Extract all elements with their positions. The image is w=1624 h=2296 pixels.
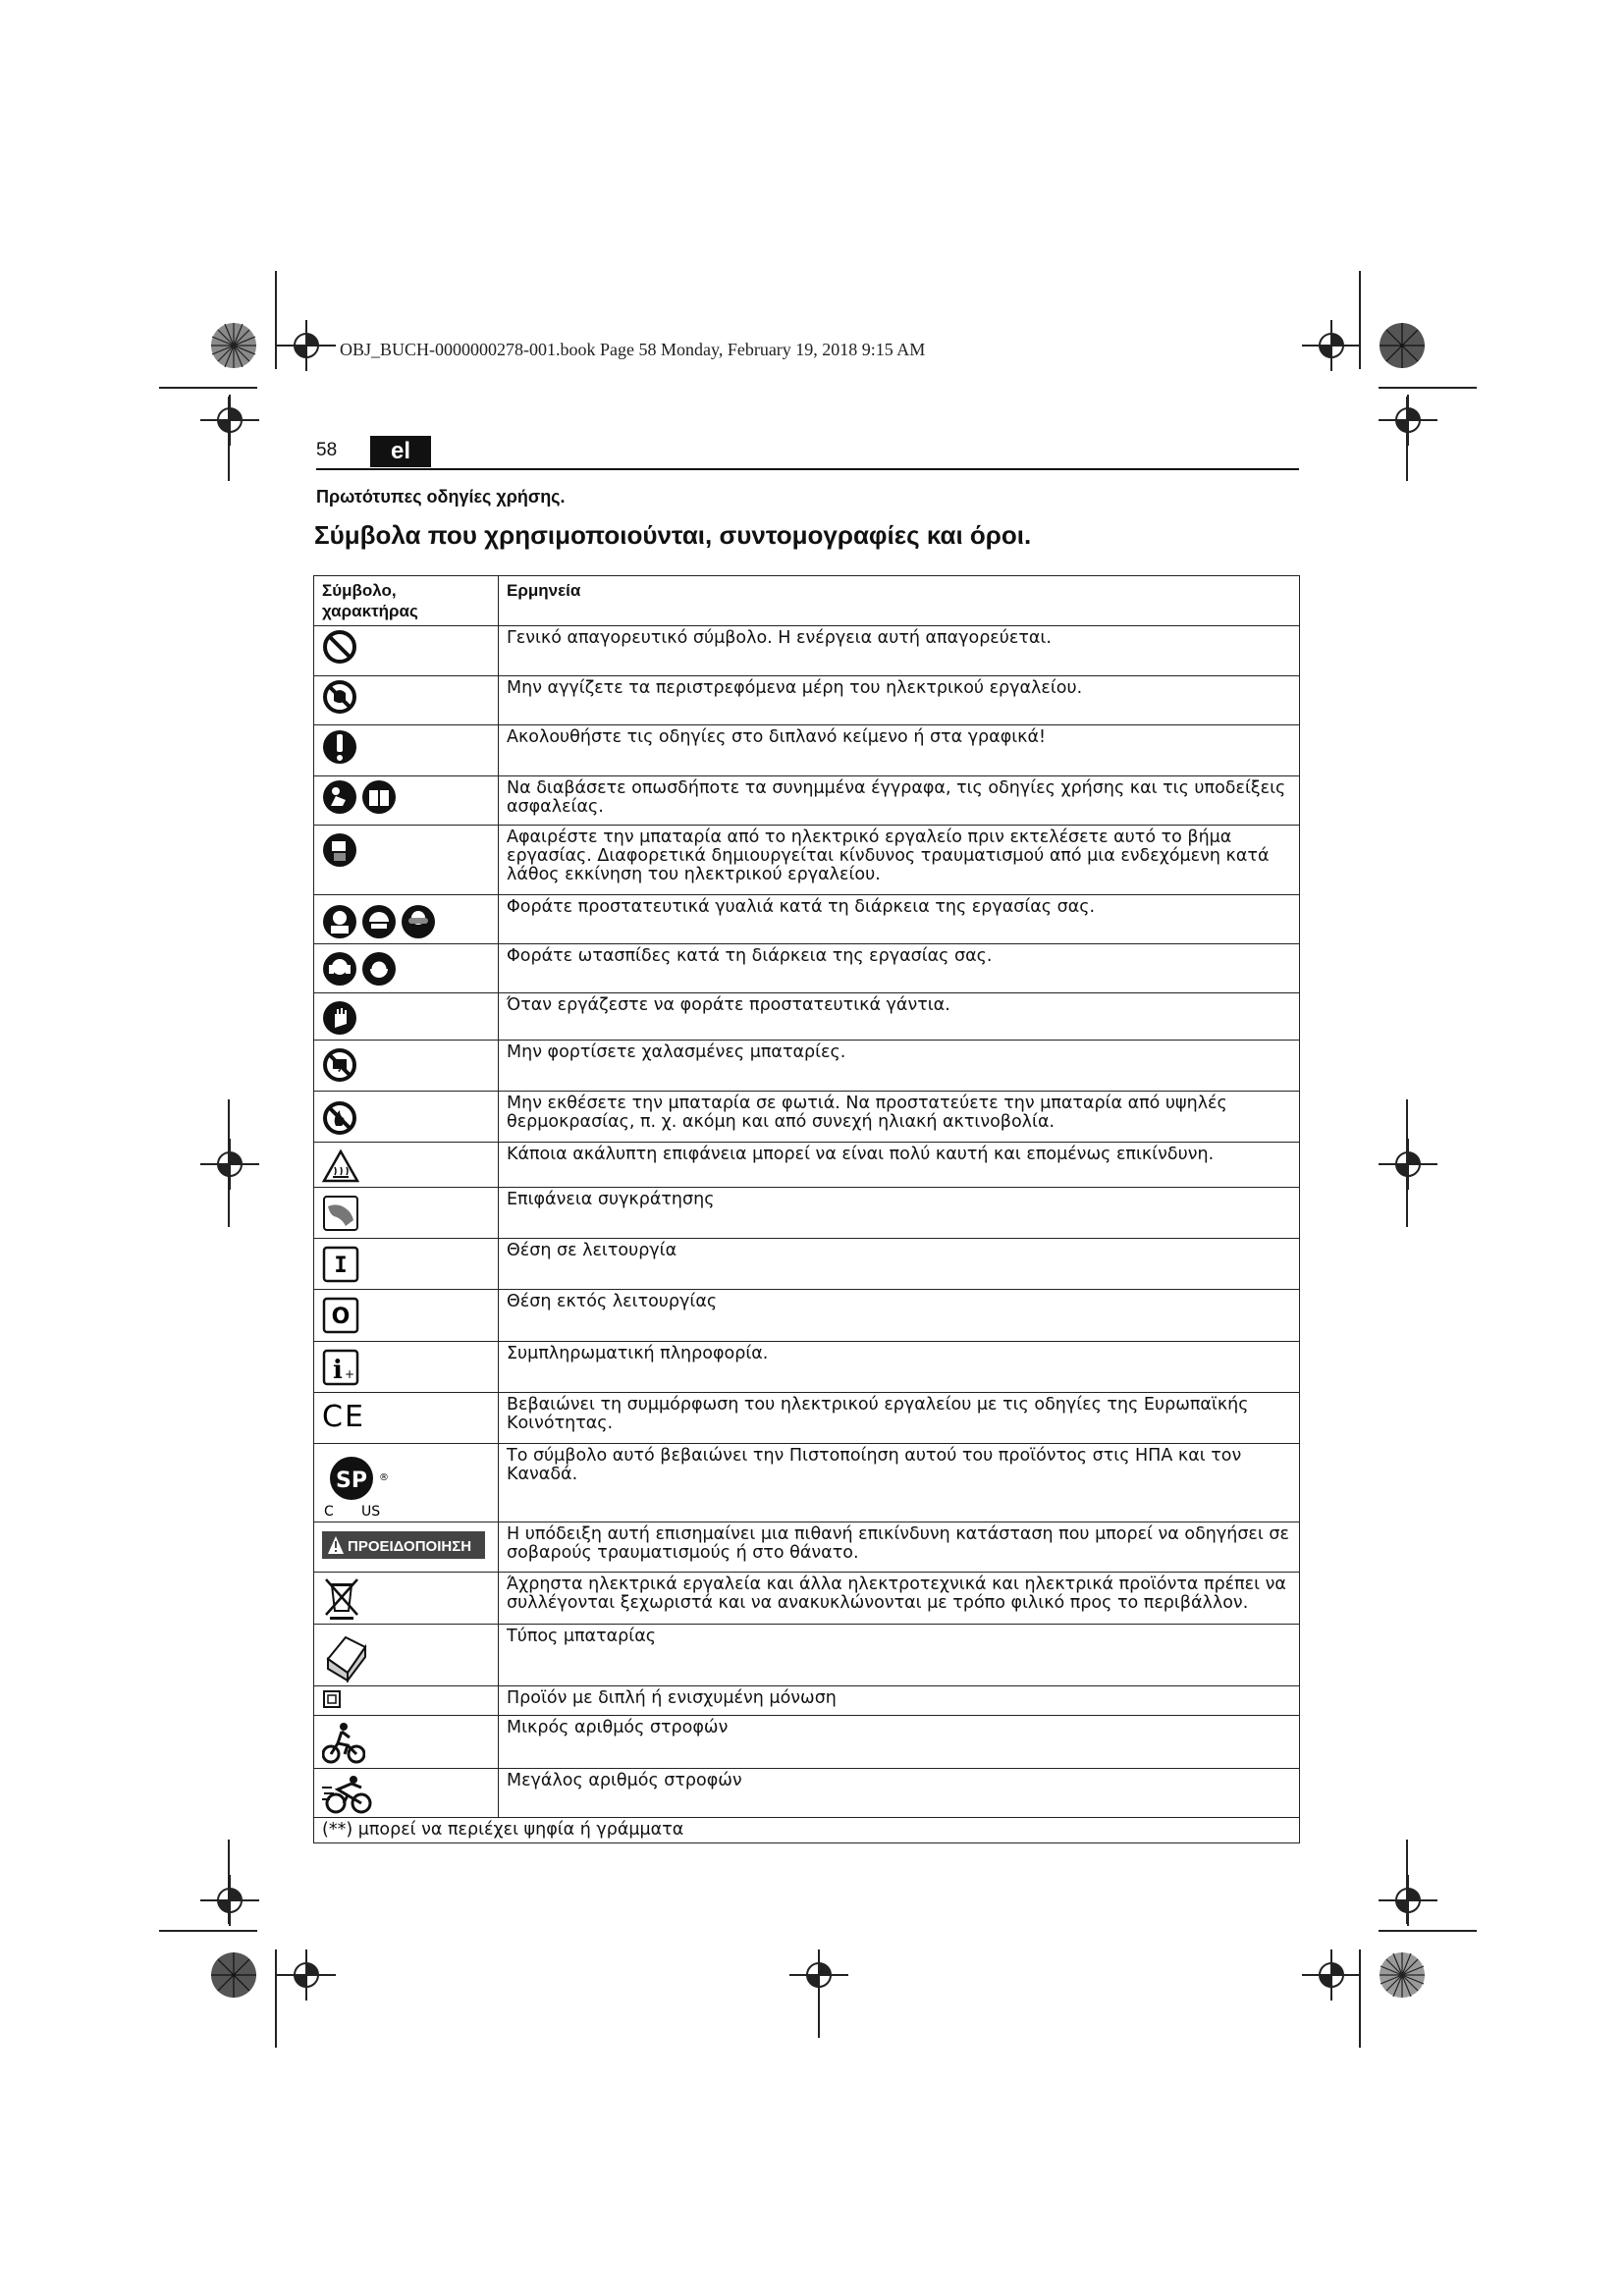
document-subtitle: Πρωτότυπες οδηγίες χρήσης. (316, 487, 566, 507)
svg-text:CE: CE (322, 1400, 365, 1431)
crosshair-mark-icon (1302, 320, 1361, 371)
symbol-cell (314, 1716, 499, 1769)
protective-gloves-icon (322, 1000, 357, 1036)
ear-defenders-icon (361, 951, 397, 987)
meaning-cell: Το σύμβολο αυτό βεβαιώνει την Πιστοποίηση αυτού του προϊόντος στις ΗΠΑ και τον Καναδά. (499, 1444, 1300, 1522)
crop-line (228, 397, 230, 481)
header-rule (316, 468, 1299, 470)
language-badge: el (370, 436, 431, 467)
crop-line (275, 1949, 277, 2048)
symbol-cell (314, 626, 499, 676)
meaning-cell: Προϊόν με διπλή ή ενισχυμένη μόνωση (499, 1686, 1300, 1716)
symbol-cell (314, 1342, 499, 1393)
double-insulation-icon (322, 1689, 342, 1709)
symbol-cell (314, 725, 499, 776)
crosshair-mark-icon (200, 395, 259, 446)
svg-text:i: i (333, 1356, 343, 1385)
meaning-cell: Η υπόδειξη αυτή επισημαίνει μια πιθανή επικίνδυνη κατάσταση που μπορεί να οδηγήσει σε σοβαρούς τραυματισμούς ή στο θάνατο. (499, 1522, 1300, 1573)
table-row (314, 1769, 1300, 1818)
table-row (314, 895, 1300, 944)
meaning-cell: Γενικό απαγορευτικό σύμβολο. Η ενέργεια αυτή απαγορεύεται. (499, 626, 1300, 676)
grip-surface-icon (322, 1195, 359, 1232)
meaning-cell: Φοράτε ωτασπίδες κατά τη διάρκεια της εργασίας σας. (499, 944, 1300, 993)
ce-mark-icon (322, 1400, 365, 1431)
table-row (314, 1716, 1300, 1769)
symbol-cell (314, 1769, 499, 1818)
table-row (314, 776, 1300, 826)
helmet-goggles-icon (361, 904, 397, 939)
info-icon (322, 1349, 359, 1386)
symbol-cell (314, 1041, 499, 1092)
battery-fire-heat-icon (322, 1100, 357, 1136)
print-header: OBJ_BUCH-0000000278-001.book Page 58 Monday, February 19, 2018 9:15 AM (340, 340, 926, 359)
do-not-touch-rotating-parts-icon (322, 679, 357, 715)
ear-protection-icon (322, 951, 357, 987)
svg-text:US: US (361, 1504, 381, 1520)
svg-text:®: ® (379, 1472, 389, 1483)
weee-crossed-bin-icon (322, 1575, 361, 1621)
crop-line (1406, 1840, 1408, 1924)
table-row (314, 676, 1300, 725)
symbol-cell (314, 1686, 499, 1716)
meaning-cell: Να διαβάσετε οπωσδήποτε τα συνημμένα έγγραφα, τις οδηγίες χρήσης και τις υποδείξεις ασφαλείας. (499, 776, 1300, 826)
crop-line (228, 1099, 230, 1227)
power-on-icon (322, 1246, 359, 1283)
crop-line (1379, 1930, 1477, 1932)
symbols-table (313, 575, 1300, 1843)
svg-text:I: I (334, 1254, 348, 1278)
crosshair-mark-icon (277, 320, 336, 371)
safety-goggles-icon (401, 904, 436, 939)
table-row (314, 626, 1300, 676)
table-footnote: (**) μπορεί να περιέχει ψηφία ή γράμματα (314, 1818, 1300, 1843)
table-row (314, 1290, 1300, 1342)
crosshair-mark-icon (1379, 1875, 1437, 1926)
meaning-cell: Θέση σε λειτουργία (499, 1239, 1300, 1290)
meaning-cell: Μικρός αριθμός στροφών (499, 1716, 1300, 1769)
remove-battery-icon (322, 832, 357, 868)
meaning-cell: Τύπος μπαταρίας (499, 1625, 1300, 1686)
crop-line (159, 387, 257, 389)
svg-text:SP: SP (336, 1468, 367, 1493)
section-title: Σύμβολα που χρησιμοποιούνται, συντομογραφίες και όροι. (314, 520, 1032, 550)
crop-line (1406, 1099, 1408, 1227)
crosshair-mark-icon (200, 1139, 259, 1190)
table-row (314, 1188, 1300, 1239)
symbol-cell (314, 1143, 499, 1188)
symbol-cell (314, 1239, 499, 1290)
footnote-row (314, 1818, 1300, 1843)
crosshair-mark-icon (200, 1875, 259, 1926)
crosshair-mark-icon (1302, 1949, 1361, 2001)
crop-line (159, 1930, 257, 1932)
meaning-cell: Μην αγγίζετε τα περιστρεφόμενα μέρη του ηλεκτρικού εργαλείου. (499, 676, 1300, 725)
table-row (314, 1092, 1300, 1143)
crosshair-mark-icon (277, 1949, 336, 2001)
crosshair-mark-icon (1379, 1139, 1437, 1190)
table-row (314, 826, 1300, 895)
registration-rosette-icon (1379, 322, 1426, 369)
hot-surface-warning-icon (322, 1149, 359, 1183)
table-row (314, 1573, 1300, 1625)
header-meaning: Ερμηνεία (499, 576, 1300, 626)
meaning-cell: Επιφάνεια συγκράτησης (499, 1188, 1300, 1239)
face-shield-icon (322, 904, 357, 939)
warning-label-icon (322, 1531, 485, 1559)
exclamation-mandatory-icon (322, 728, 357, 766)
symbol-cell (314, 1444, 499, 1522)
symbol-cell (314, 895, 499, 944)
table-row (314, 993, 1300, 1041)
symbol-cell (314, 1522, 499, 1573)
crop-line (1379, 387, 1477, 389)
symbol-cell (314, 1092, 499, 1143)
page-number: 58 (316, 440, 338, 460)
crosshair-mark-icon (1379, 395, 1437, 446)
svg-text:ΠΡΟΕΙΔΟΠΟΙΗΣΗ: ΠΡΟΕΙΔΟΠΟΙΗΣΗ (348, 1538, 472, 1555)
meaning-cell: Μην φορτίσετε χαλασμένες μπαταρίες. (499, 1041, 1300, 1092)
svg-text:O: O (331, 1305, 351, 1329)
crop-line (818, 1989, 820, 2038)
table-row (314, 1686, 1300, 1716)
symbol-cell (314, 1290, 499, 1342)
table-header-row (314, 576, 1300, 626)
meaning-cell: Θέση εκτός λειτουργίας (499, 1290, 1300, 1342)
meaning-cell: Ακολουθήστε τις οδηγίες στο διπλανό κείμενο ή στα γραφικά! (499, 725, 1300, 776)
symbol-cell (314, 1573, 499, 1625)
crop-line (1359, 1949, 1361, 2048)
table-row (314, 1444, 1300, 1522)
table-row (314, 1393, 1300, 1444)
meaning-cell: Φοράτε προστατευτικά γυαλιά κατά τη διάρκεια της εργασίας σας. (499, 895, 1300, 944)
crop-line (228, 1840, 230, 1924)
read-manual-book-icon (361, 779, 397, 815)
symbol-cell (314, 776, 499, 826)
symbol-cell (314, 826, 499, 895)
symbol-cell (314, 993, 499, 1041)
registration-rosette-icon (1379, 1951, 1426, 1999)
meaning-cell: Όταν εργάζεστε να φοράτε προστατευτικά γάντια. (499, 993, 1300, 1041)
svg-text:C: C (324, 1504, 334, 1520)
low-speed-bike-icon (322, 1721, 365, 1766)
meaning-cell: Άχρηστα ηλεκτρικά εργαλεία και άλλα ηλεκτροτεχνικά και ηλεκτρικά προϊόντα πρέπει να συλλέγονται ξεχωριστά και να ανακυκλώνονται με τρόπο φιλικό προς το περιβάλλον. (499, 1573, 1300, 1625)
symbol-cell (314, 1188, 499, 1239)
meaning-cell: Μεγάλος αριθμός στροφών (499, 1769, 1300, 1818)
crop-line (1406, 397, 1408, 481)
crop-line (1359, 271, 1361, 369)
meaning-cell: Αφαιρέστε την μπαταρία από το ηλεκτρικό εργαλείο πριν εκτελέσετε αυτό το βήμα εργασίας. Διαφορετικά δημιουργείται κίνδυνος τραυματισμού από μια ενδεχόμενη κατά λάθος εκκίνηση του ηλεκτρικού εργαλείου. (499, 826, 1300, 895)
do-not-charge-damaged-battery-icon (322, 1047, 357, 1083)
svg-text:+: + (344, 1367, 355, 1381)
registration-rosette-icon (210, 1951, 257, 1999)
table-row (314, 1342, 1300, 1393)
table-row (314, 1041, 1300, 1092)
table-row (314, 1522, 1300, 1573)
symbol-cell (314, 1625, 499, 1686)
table-row (314, 944, 1300, 993)
read-manual-person-icon (322, 779, 357, 815)
prohibition-icon (322, 629, 357, 665)
symbol-cell (314, 1393, 499, 1444)
table-row (314, 1239, 1300, 1290)
power-off-icon (322, 1297, 359, 1334)
crop-line (275, 271, 277, 369)
meaning-cell: Μην εκθέσετε την μπαταρία σε φωτιά. Να προστατεύετε την μπαταρία από υψηλές θερμοκρασίας, π. χ. ακόμη και από συνεχή ηλιακή ακτινοβολία. (499, 1092, 1300, 1143)
table-row (314, 1143, 1300, 1188)
symbol-cell (314, 676, 499, 725)
meaning-cell: Κάποια ακάλυπτη επιφάνεια μπορεί να είναι πολύ καυτή και επομένως επικίνδυνη. (499, 1143, 1300, 1188)
high-speed-bike-icon (322, 1774, 375, 1815)
table-row (314, 1625, 1300, 1686)
header-symbol: Σύμβολο, χαρακτήρας (314, 576, 499, 626)
table-row (314, 725, 1300, 776)
symbol-cell (314, 944, 499, 993)
csa-certification-icon (322, 1447, 408, 1520)
meaning-cell: Συμπληρωματική πληροφορία. (499, 1342, 1300, 1393)
registration-rosette-icon (210, 322, 257, 369)
meaning-cell: Βεβαιώνει τη συμμόρφωση του ηλεκτρικού εργαλείου με τις οδηγίες της Ευρωπαϊκής Κοινότητας. (499, 1393, 1300, 1444)
battery-type-icon (322, 1629, 369, 1682)
